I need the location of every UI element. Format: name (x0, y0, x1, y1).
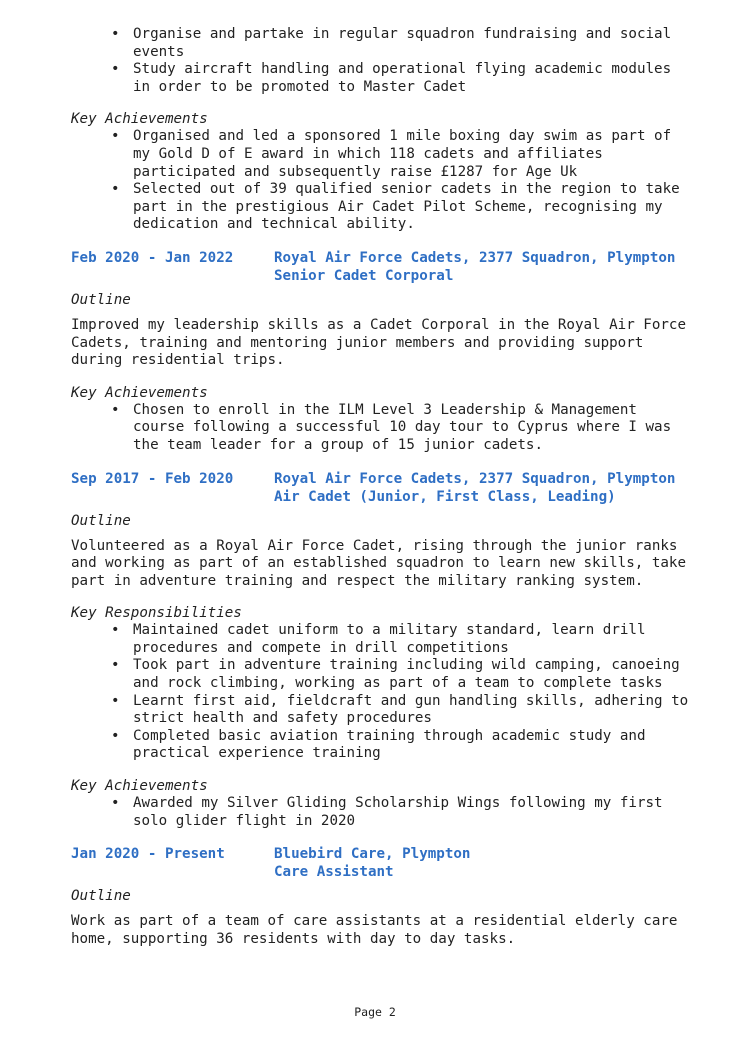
outline-text: Improved my leadership skills as a Cadet Corporal in the Royal Air Force Cadets, training and mentoring junior members and providing support during residential trips. (71, 316, 686, 369)
responsibilities-list (71, 622, 691, 763)
achievements-heading: Key Achievements (71, 111, 208, 128)
achievements-heading: Key Achievements (71, 384, 208, 401)
achievements-list (71, 402, 691, 455)
achievements-list (71, 128, 691, 234)
list-item: • Completed basic aviation training through academic study and practical experience training (109, 728, 691, 763)
job-header (71, 845, 691, 881)
job-dates: Jan 2020 - Present (71, 846, 225, 863)
outline-heading: Outline (71, 291, 131, 308)
page-content (71, 26, 691, 948)
outline-heading: Outline (71, 888, 131, 905)
list-item: • Organise and partake in regular squadron fundraising and social events (109, 26, 691, 61)
job-organisation: Royal Air Force Cadets, 2377 Squadron, Plympton (274, 470, 676, 487)
job-dates: Feb 2020 - Jan 2022 (71, 249, 234, 266)
achievements-list (71, 795, 691, 830)
responsibilities-list (71, 26, 691, 96)
list-item: • Awarded my Silver Gliding Scholarship Wings following my first solo glider flight in 2020 (109, 795, 691, 830)
achievements-heading: Key Achievements (71, 778, 208, 795)
job-titles (274, 845, 691, 881)
list-item: • Learnt first aid, fieldcraft and gun handling skills, adhering to strict health and safety procedures (109, 693, 691, 728)
outline-text: Volunteered as a Royal Air Force Cadet, rising through the junior ranks and working as part of an established squadron to learn new skills, take part in adventure training and respect the military ranking system. (71, 537, 686, 589)
outline-text: Work as part of a team of care assistants at a residential elderly care home, supporting 36 residents with day to day tasks. (71, 913, 678, 947)
job-header (71, 470, 691, 506)
list-item: • Took part in adventure training including wild camping, canoeing and rock climbing, working as part of a team to complete tasks (109, 657, 691, 692)
job-titles (274, 470, 691, 506)
job-role: Senior Cadet Corporal (274, 267, 454, 284)
job-header (71, 249, 691, 285)
outline-heading: Outline (71, 512, 131, 529)
job-organisation: Royal Air Force Cadets, 2377 Squadron, Plympton (274, 249, 676, 266)
page-number: Page 2 (354, 1005, 396, 1019)
list-item: • Organised and led a sponsored 1 mile boxing day swim as part of my Gold D of E award in which 118 cadets and affiliates participated and subsequently raise £1287 for Age Uk (109, 128, 691, 181)
list-item: • Maintained cadet uniform to a military standard, learn drill procedures and compete in drill competitions (109, 622, 691, 657)
list-item: • Study aircraft handling and operational flying academic modules in order to be promoted to Master Cadet (109, 61, 691, 96)
job-titles (274, 249, 691, 285)
responsibilities-heading: Key Responsibilities (71, 605, 242, 622)
job-role: Care Assistant (274, 864, 394, 881)
job-dates: Sep 2017 - Feb 2020 (71, 470, 234, 487)
job-organisation: Bluebird Care, Plympton (274, 846, 471, 863)
job-role: Air Cadet (Junior, First Class, Leading) (274, 488, 616, 505)
list-item: • Selected out of 39 qualified senior cadets in the region to take part in the prestigious Air Cadet Pilot Scheme, recognising my dedication and technical ability. (109, 181, 691, 234)
list-item: • Chosen to enroll in the ILM Level 3 Leadership & Management course following a successful 10 day tour to Cyprus where I was the team leader for a group of 15 junior cadets. (109, 402, 691, 455)
